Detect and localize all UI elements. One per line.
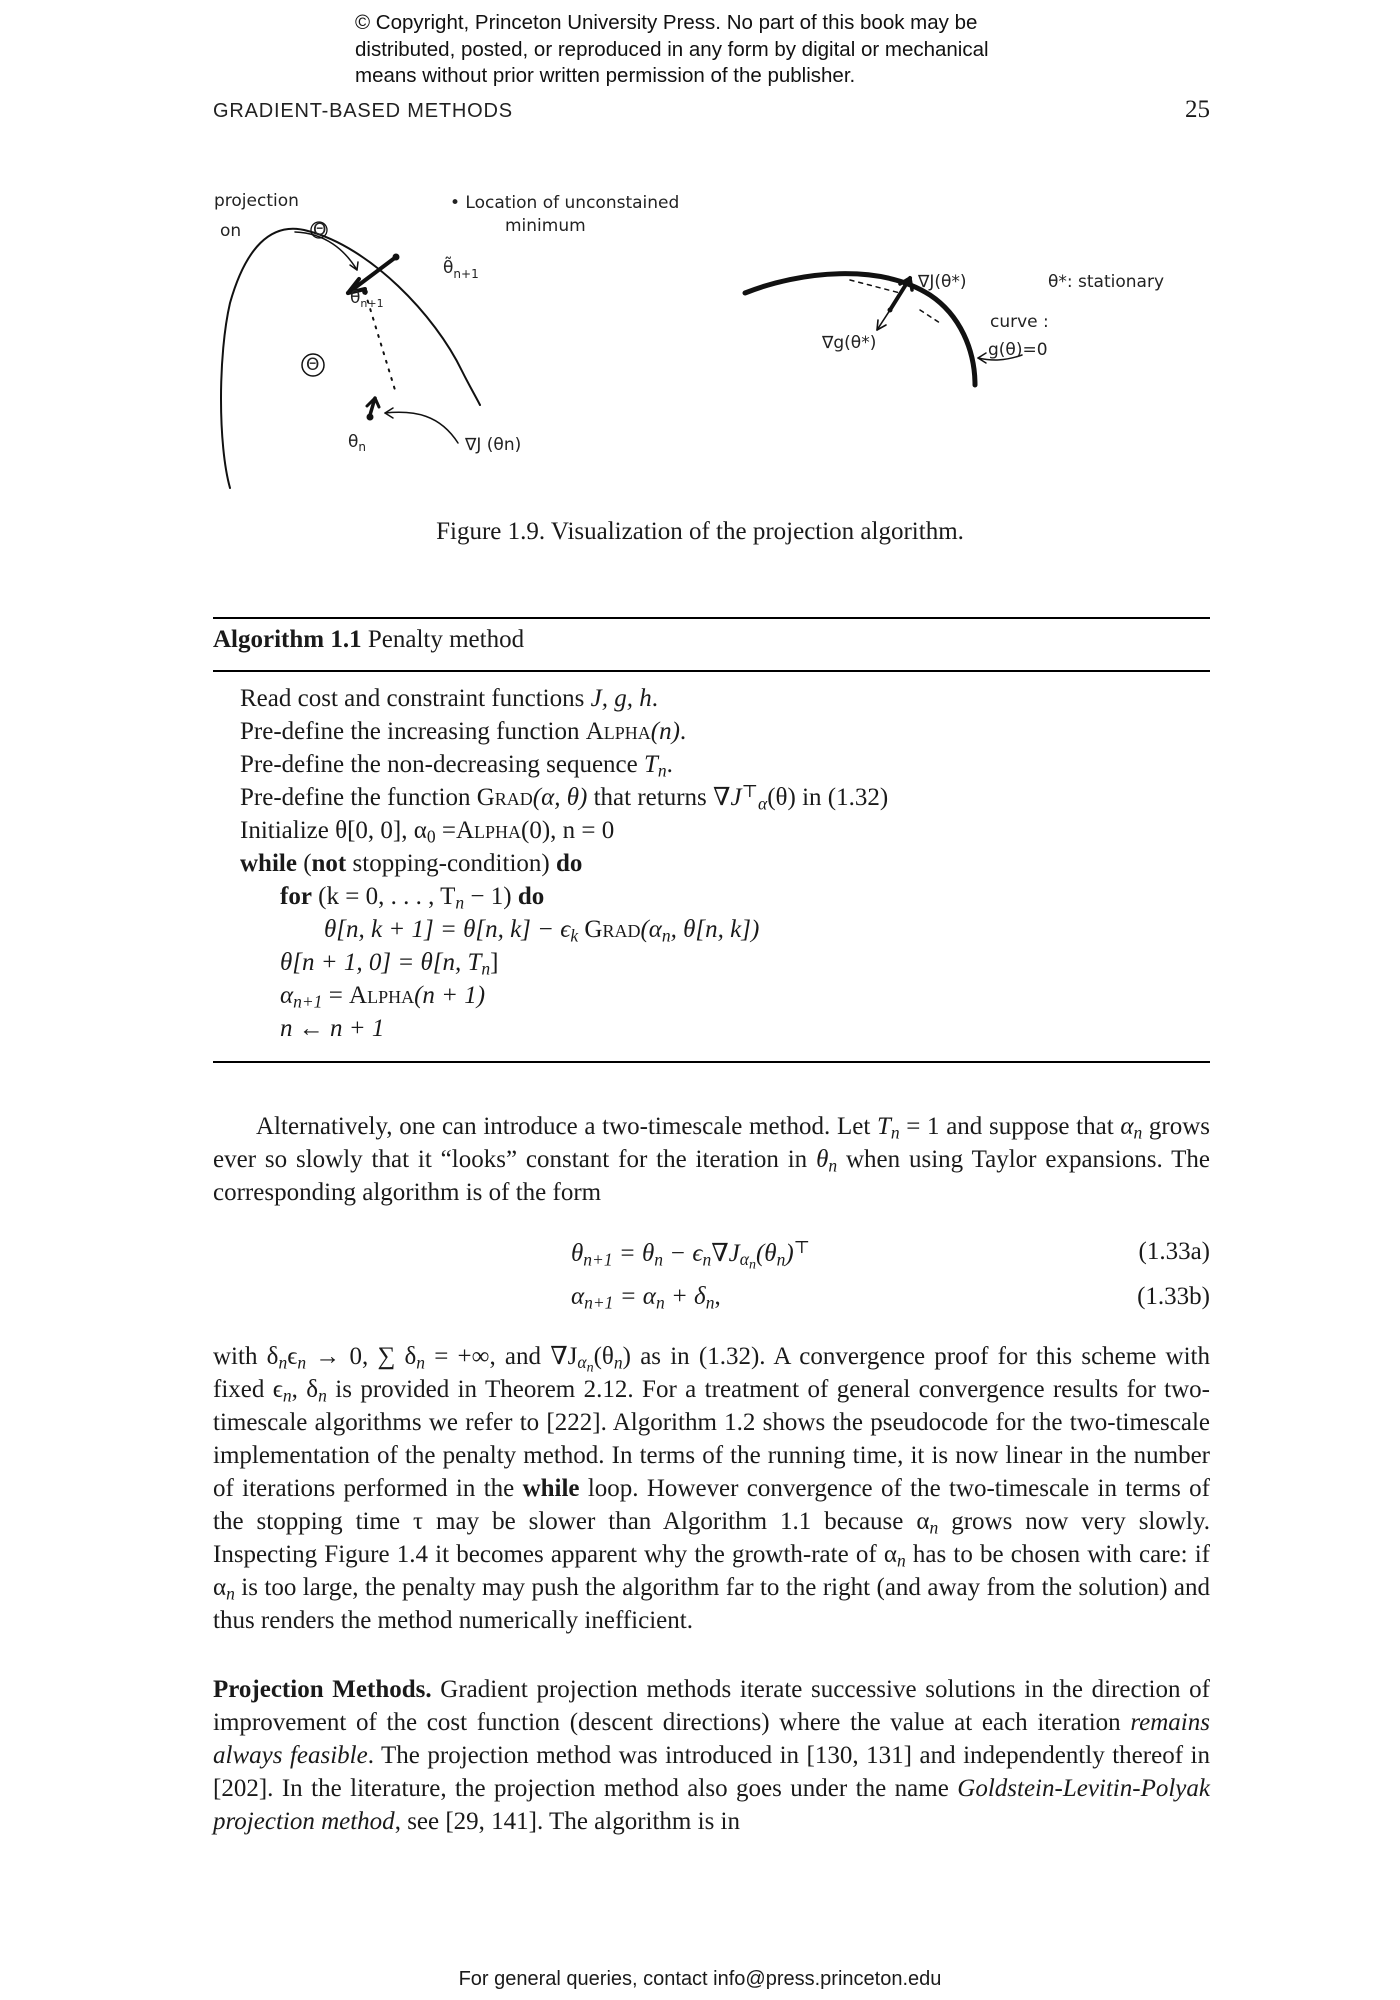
section-heading: Projection Methods. [213, 1676, 432, 1703]
algorithm-title: Penalty method [367, 626, 525, 653]
paragraph-convergence: with $\delta_n\epsilon_n \to 0$, ∑ $\delta_n$ = +∞, and $\nabla J_{\alpha_n}(\theta_n)$ as in (1.32). A convergence proof for this scheme with fixed $\epsilon_n$, $\delta_n$ is provided in Theorem 2.12. For a treatment of general convergence results for two-timescale algorithms we refer to [222]. Algorithm 1.2 shows the pseudocode for the two-timescale implementation of the penalty method. In terms of the running time, it is now linear in the number of iterations performed in the while loop. However convergence of the two-timescale in terms of the stopping time τ may be slower than Algorithm 1.1 because $\alpha_n$ grows now very slowly. Inspecting Figure 1.4 it becomes apparent why the growth-rate of $\alpha_n$ has to be chosen with care: if $\alpha_n$ is too large, the penalty may push the algorithm far to the right (and away from the solution) and thus renders the method numerically inefficient. [213, 1343, 1211, 1634]
running-head: GRADIENT-BASED METHODS [213, 100, 513, 122]
algorithm-bottom-rule [213, 1061, 1210, 1063]
theta-n-label: $\theta_n$ [348, 432, 367, 454]
copyright-line: © Copyright, Princeton University Press. No part of this book may be [355, 11, 978, 34]
copyright-line: means without prior written permission of the publisher. [355, 64, 856, 87]
curve-label-line2: g(θ)=0 [988, 340, 1048, 360]
grad-j-theta-n-label: ∇J (θn) [465, 435, 522, 455]
footer-contact: For general queries, contact info@press.princeton.edu [458, 1968, 942, 1990]
paragraph-two-timescale: Alternatively, one can introduce a two-timescale method. Let $T_n = 1$ and suppose that $\alpha_n$ grows ever so slowly that it “looks” constant for the iteration in $\theta_n$ when using Taylor expansions. The corresponding algorithm is of the form [213, 1113, 1211, 1206]
algorithm-line: θ[n, k + 1] = θ[n, $k] - \epsilon_k$ $Grad(\alpha_n$, θ[n, k]) [324, 916, 760, 946]
algorithm-line: θ[n + 1, 0] = θ[n, $T_n$] [280, 949, 499, 979]
theta-set-label: Θ [306, 355, 320, 375]
algorithm-number: Algorithm 1.1 [213, 626, 362, 653]
algorithm-line: while (not stopping-condition) do [240, 850, 583, 877]
algorithm-line: Pre-define the non-decreasing sequence $T_n$. [240, 751, 673, 781]
algorithm-line: Initialize θ[0, 0], $\alpha_0$ =Alpha(0), n = 0 [240, 817, 615, 847]
paragraph-projection-methods: Projection Methods. Gradient projection methods iterate successive solutions in the direction of improvement of the cost function (descent directions) where the value at each iteration remains always feasible. The projection method was introduced in [130, 131] and independently thereof in [202]. In the literature, the projection method also goes under the name Goldstein-Levitin-Polyak projection method, see [29, 141]. The algorithm is in [213, 1676, 1210, 1835]
algorithm-line: n ← n + 1 [280, 1015, 385, 1042]
projection-sketch-figure [200, 175, 1210, 500]
theta-set-small-label: Θ [313, 220, 327, 240]
theta-n-plus-1-label: $\theta_{n+1}$ [350, 288, 384, 310]
algorithm-top-rule [213, 617, 1210, 619]
algorithm-header [213, 626, 524, 654]
algorithm-header-rule [213, 670, 1210, 672]
unconstrained-label-line1: • Location of unconstained [450, 193, 680, 213]
unconstrained-label-line2: minimum [505, 216, 586, 236]
algorithm-body [240, 682, 888, 1045]
curve-label-line1: curve : [990, 312, 1049, 332]
algorithm-line: $\alpha_{n+1}$ = Alpha(n + 1) [280, 982, 486, 1012]
copyright-notice [355, 10, 1115, 90]
stationary-label: θ*: stationary [1048, 272, 1165, 292]
theta-tilde-label: $\thetã_{n+1}$ [443, 258, 479, 281]
on-label: on [220, 221, 242, 241]
figure-caption: Figure 1.9. Visualization of the projection algorithm. [436, 518, 964, 545]
page-number: 25 [1185, 96, 1210, 123]
projection-label: projection [214, 191, 299, 211]
algorithm-line: Pre-define the increasing function Alpha(n). [240, 718, 687, 745]
equation-1-33b: $\alpha_{n+1} = \alpha_n + \delta_n$, [571, 1283, 721, 1313]
equation-number: (1.33b) [1137, 1283, 1210, 1310]
grad-j-star-label: ∇J(θ*) [918, 272, 967, 292]
grad-g-star-label: ∇g(θ*) [822, 333, 877, 353]
algorithm-line: Pre-define the function Grad(α, θ) that returns $\nabla J^⊤_\alpha(\theta)$ in (1.32) [240, 781, 889, 814]
equation-1-33a: $\theta_{n+1} = \theta_n - \epsilon_n\nabla J_{\alpha_n}(\theta_n)^⊤$ [571, 1237, 811, 1273]
equation-number: (1.33a) [1138, 1238, 1210, 1265]
copyright-line: distributed, posted, or reproduced in any form by digital or mechanical [355, 37, 989, 61]
algorithm-line: for (k = 0, . . . , $T_n - 1$) do [280, 883, 545, 913]
algorithm-line: Read cost and constraint functions J, g, h. [240, 685, 658, 712]
